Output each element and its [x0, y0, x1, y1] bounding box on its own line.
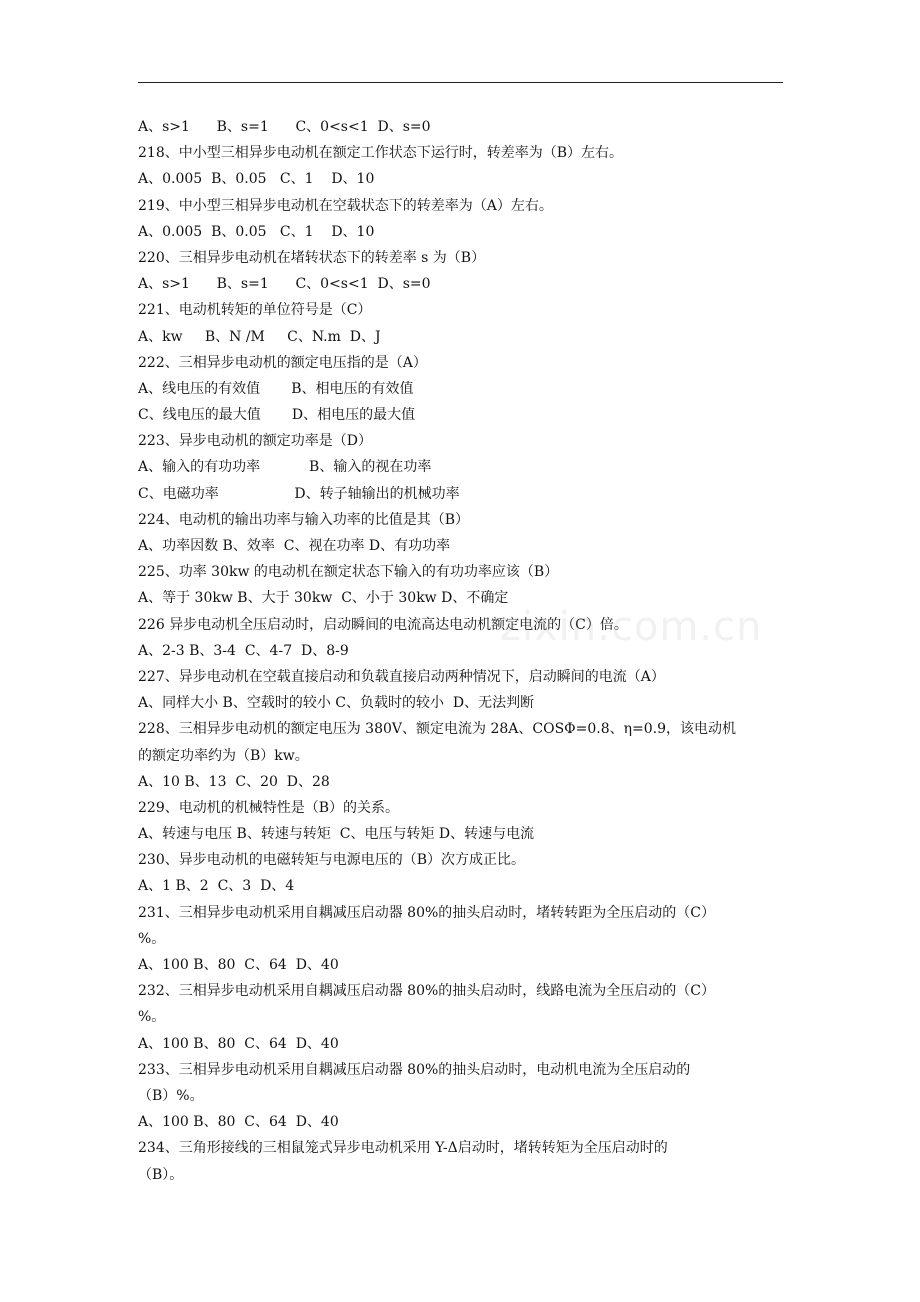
text-line: C、电磁功率 D、转子轴输出的机械功率: [138, 485, 460, 502]
text-line: 的额定功率约为（B）kw。: [138, 747, 309, 764]
text-line: 234、三角形接线的三相鼠笼式异步电动机采用 Y-Δ启动时，堵转转矩为全压启动时的: [138, 1140, 668, 1157]
text-line: 232、三相异步电动机采用自耦减压启动器 80%的抽头启动时，线路电流为全压启动的（C）: [138, 983, 715, 1000]
text-line: 218、中小型三相异步电动机在额定工作状态下运行时，转差率为（B）左右。: [138, 145, 624, 162]
text-line: 228、三相异步电动机的额定电压为 380V、额定电流为 28A、COSΦ=0.8、η=0.9，该电动机: [138, 721, 737, 738]
text-line: A、10 B、13 C、20 D、28: [138, 773, 330, 790]
text-line: 229、电动机的机械特性是（B）的关系。: [138, 799, 400, 816]
text-line: 223、异步电动机的额定功率是（D）: [138, 433, 372, 450]
text-line: 224、电动机的输出功率与输入功率的比值是其（B）: [138, 511, 470, 528]
text-line: A、功率因数 B、效率 C、视在功率 D、有功功率: [138, 538, 451, 554]
text-line: %。: [138, 930, 166, 947]
watermark: zixin.com.cn: [500, 604, 763, 650]
text-line: A、s>1 B、s=1 C、0<s<1 D、s=0: [138, 119, 431, 135]
text-line: A、0.005 B、0.05 C、1 D、10: [138, 171, 375, 188]
text-line: A、输入的有功功率 B、输入的视在功率: [138, 459, 432, 476]
text-line: 225、功率 30kw 的电动机在额定状态下输入的有功功率应该（B）: [138, 564, 559, 581]
text-line: A、等于 30kw B、大于 30kw C、小于 30kw D、不确定: [138, 590, 509, 607]
text-line: A、1 B、2 C、3 D、4: [138, 878, 295, 895]
question-text-block: [138, 114, 788, 1188]
text-line: A、kw B、N /M C、N.m D、J: [138, 328, 381, 345]
text-line: %。: [138, 1009, 166, 1026]
text-line: A、线电压的有效值 B、相电压的有效值: [138, 380, 414, 397]
text-line: A、s>1 B、s=1 C、0<s<1 D、s=0: [138, 276, 431, 293]
text-line: A、100 B、80 C、64 D、40: [138, 1035, 339, 1052]
text-line: 221、电动机转矩的单位符号是（C）: [138, 302, 372, 319]
text-line: A、2-3 B、3-4 C、4-7 D、8-9: [138, 642, 349, 659]
text-line: （B）%。: [138, 1087, 204, 1104]
text-line: 230、异步电动机的电磁转矩与电源电压的（B）次方成正比。: [138, 852, 526, 869]
text-line: A、转速与电压 B、转速与转矩 C、电压与转矩 D、转速与电流: [138, 826, 535, 843]
header-rule: [138, 82, 783, 83]
text-line: A、100 B、80 C、64 D、40: [138, 1114, 339, 1131]
text-line: 231、三相异步电动机采用自耦减压启动器 80%的抽头启动时，堵转转距为全压启动的（C）: [138, 904, 715, 921]
text-line: 219、中小型三相异步电动机在空载状态下的转差率为（A）左右。: [138, 197, 553, 214]
text-line: A、100 B、80 C、64 D、40: [138, 957, 339, 973]
text-line: 226 异步电动机全压启动时，启动瞬间的电流高达电动机额定电流的（C）倍。: [138, 616, 628, 633]
text-line: 227、异步电动机在空载直接启动和负载直接启动两种情况下，启动瞬间的电流（A）: [138, 668, 665, 685]
text-line: （B）。: [138, 1166, 184, 1183]
text-line: 222、三相异步电动机的额定电压指的是（A）: [138, 354, 427, 371]
text-line: A、同样大小 B、空载时的较小 C、负载时的较小 D、无法判断: [138, 695, 535, 712]
text-line: A、0.005 B、0.05 C、1 D、10: [138, 223, 375, 240]
text-line: C、线电压的最大值 D、相电压的最大值: [138, 407, 416, 424]
text-line: 220、三相异步电动机在堵转状态下的转差率 s 为（B）: [138, 249, 486, 266]
text-line: 233、三相异步电动机采用自耦减压启动器 80%的抽头启动时，电动机电流为全压启动的: [138, 1061, 691, 1078]
